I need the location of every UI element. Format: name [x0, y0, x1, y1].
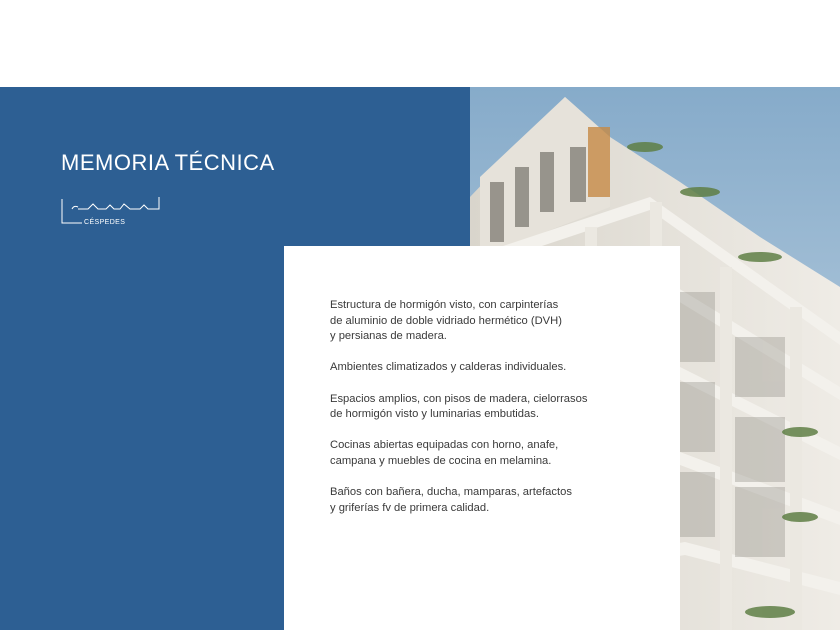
- feature-spaces: [330, 392, 650, 423]
- feature-line: de hormigón visto y luminarias embutidas.: [330, 408, 539, 421]
- feature-line: de aluminio de doble vidriado hermético (DVH): [330, 314, 562, 327]
- feature-line: Estructura de hormigón visto, con carpinterías: [330, 299, 559, 311]
- feature-line: y griferías fv de primera calidad.: [330, 501, 490, 514]
- feature-kitchen: [330, 438, 650, 469]
- feature-line: Ambientes climatizados y calderas individuales.: [330, 361, 567, 374]
- casa-cespedes-logo-icon: [60, 193, 170, 233]
- feature-line: Baños con bañera, ducha, mamparas, artefactos: [330, 486, 572, 499]
- feature-line: Espacios amplios, con pisos de madera, cielorrasos: [330, 392, 588, 405]
- feature-bathrooms: [330, 485, 650, 516]
- feature-climate: [330, 360, 650, 376]
- top-margin: [0, 0, 840, 87]
- logo-wordmark: CÉSPEDES: [84, 219, 126, 226]
- feature-structure: [330, 298, 650, 345]
- feature-line: campana y muebles de cocina en melamina.: [330, 454, 552, 467]
- feature-line: y persianas de madera.: [330, 330, 447, 343]
- features-list: [330, 298, 650, 532]
- page-title: MEMORIA TÉCNICA: [61, 150, 275, 175]
- feature-line: Cocinas abiertas equipadas con horno, anafe,: [330, 439, 559, 452]
